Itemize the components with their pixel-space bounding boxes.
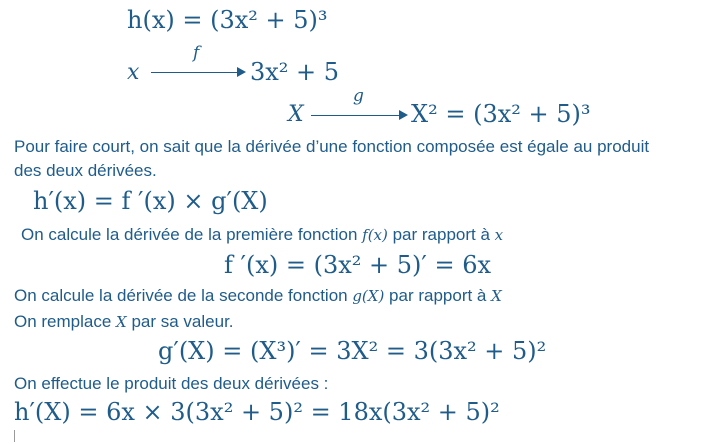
equation-h-definition: h(x) = (3x² + 5)³ xyxy=(127,6,328,34)
equation-fprime: f ′(x) = (3x² + 5)′ = 6x xyxy=(224,251,491,279)
step-2-middle: par rapport à xyxy=(384,286,492,305)
step-2-text xyxy=(14,286,502,306)
intro-line-1: Pour faire court, on sait que la dérivée d’une fonction composée est égale au produit xyxy=(14,137,650,156)
step-2-prefix: On calcule la dérivée de la seconde fonction xyxy=(14,286,353,305)
map-g-label: g xyxy=(353,86,364,106)
map-f-target: 3x² + 5 xyxy=(250,58,340,86)
equation-hprime-definition: h′(x) = f ′(x) × g′(X) xyxy=(33,187,268,215)
step-1-prefix: On calcule la dérivée de la première fonction xyxy=(21,225,363,244)
equation-gprime: g′(X) = (X³)′ = 3X² = 3(3x² + 5)² xyxy=(158,337,547,365)
map-g-source: X xyxy=(288,102,304,127)
step-3-variable: X xyxy=(116,313,127,331)
map-f-arrow-line xyxy=(151,72,238,73)
text-cursor xyxy=(14,430,15,442)
map-f-source: x xyxy=(127,60,140,85)
map-f-arrow-icon xyxy=(237,67,246,77)
step-1-function: f(x) xyxy=(362,226,388,244)
step-1-text xyxy=(21,225,503,245)
step-3-text xyxy=(14,312,234,332)
step-3-prefix: On remplace xyxy=(14,312,117,331)
map-g-arrow-line xyxy=(311,115,400,116)
step-4-text: On effectue le produit des deux dérivées : xyxy=(14,374,329,393)
step-1-middle: par rapport à xyxy=(387,225,495,244)
map-f-label: f xyxy=(193,43,200,63)
map-g-target: X² = (3x² + 5)³ xyxy=(411,100,591,128)
intro-line-2: des deux dérivées. xyxy=(14,161,157,180)
map-g-arrow-icon xyxy=(399,110,408,120)
step-2-function: g(X) xyxy=(352,287,385,305)
step-1-variable: x xyxy=(494,226,504,244)
step-3-suffix: par sa valeur. xyxy=(126,312,234,331)
equation-final: h′(X) = 6x × 3(3x² + 5)² = 18x(3x² + 5)² xyxy=(14,398,500,426)
step-2-variable: X xyxy=(491,287,502,305)
